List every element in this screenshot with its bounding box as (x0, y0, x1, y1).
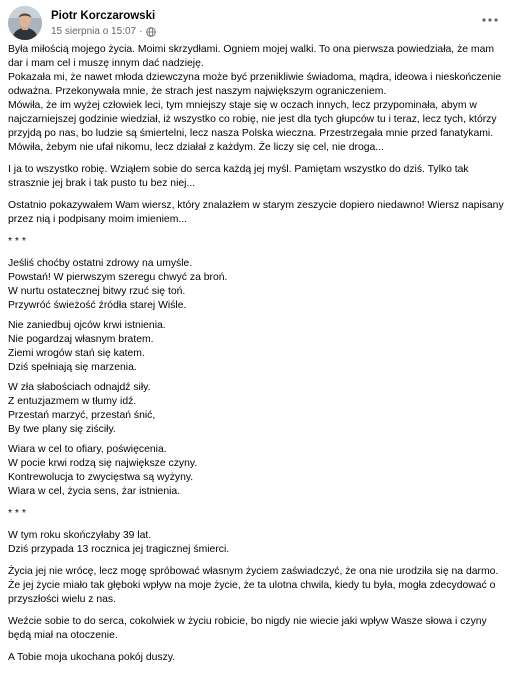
poem-stanza: Jeśliś choćby ostatni zdrowy na umyśle. Powstań! W pierwszym szeregu chwyć za broń. W nurtu ostatecznej bitwy rzuć się toń. Przywróć świeżość źródła starej Wiśle. (8, 258, 228, 311)
avatar[interactable] (8, 6, 42, 40)
post-meta (51, 26, 156, 37)
post-paragraph: A Tobie moja ukochana pokój duszy. (8, 652, 176, 663)
stanza-divider: * * * (8, 508, 26, 519)
post-paragraph: Ostatnio pokazywałem Wam wiersz, który znalazłem w starym zeszycie dopiero niedawno! Wiersz napisany przez nią i podpisany moim imieniem... (8, 200, 504, 225)
post-paragraph: W tym roku skończyłaby 39 lat. Dziś przypada 13 rocznica jej tragicznej śmierci. (8, 530, 230, 555)
poem-stanza: Nie zaniedbuj ojców krwi istnienia. Nie pogardzaj własnym bratem. Ziemi wrogów stań się katem. Dziś spełniają się marzenia. (8, 320, 166, 373)
stanza-divider: * * * (8, 236, 26, 247)
post-content (8, 43, 506, 665)
post-paragraph: Weźcie sobie to do serca, cokolwiek w życiu robicie, bo nigdy nie wiecie jaki wpływ Wasze słowa i czyny będą miał na otoczenie. (8, 616, 487, 641)
more-options-icon (482, 9, 498, 27)
profile-photo (8, 6, 42, 40)
post-timestamp[interactable]: 15 sierpnia o 15:07 (51, 26, 137, 37)
globe-icon (146, 27, 156, 37)
poem-stanza: W zła słabościach odnajdź siły. Z entuzjazmem w tłumy idź. Przestań marzyć, przestań śnić, By twe plany się ziściły. (8, 382, 156, 435)
post-header (8, 6, 503, 40)
meta-separator: · (139, 26, 143, 37)
poem-stanza: Wiara w cel to ofiary, poświęcenia. W pocie krwi rodzą się największe czyny. Kontrewolucja to zwycięstwa są wyżyny. Wiara w cel, życia sens, żar istnienia. (8, 444, 198, 497)
author-name[interactable]: Piotr Korczarowski (51, 10, 156, 22)
post-paragraph: Była miłością mojego życia. Moimi skrzydłami. Ogniem mojej walki. To ona pierwsza powiedziała, że mam dar i mam cel i muszę innym dać nadzieję. Pokazała mi, że nawet młoda dziewczyna może być przenikliwie świadoma, mądra, ideowa i nieskończenie odważna. Przekonywała mnie, że strach jest naszym największym ograniczeniem. Mówiła, że im wyżej człowiek leci, tym mniejszy staje się w oczach innych, lecz przypominała, abym w najczarniejszej godzinie wiedział, iż wszystko co robię, nie jest dla tych głupców tu i teraz, lecz tych, którzy przyjdą po nas, bo ludzie są śmiertelni, lecz nasza Polska wieczna. Przestrzegała mnie przed fanatykami. Mówiła, żebym nie ufał nikomu, lecz działał z każdym. Że liczy się cel, nie droga... (8, 44, 502, 153)
post-paragraph: Życia jej nie wrócę, lecz mogę spróbować własnym życiem zaświadczyć, że ona nie urodziła się na darmo. Że jej życie miało tak głęboki wpływ na moje życie, że ta ulotna chwila, kiedy tu była, mogła zdecydować o przyszłości wielu z nas. (8, 566, 499, 605)
post-paragraph: I ja to wszystko robię. Wziąłem sobie do serca każdą jej myśl. Pamiętam wszystko do dziś. Tylko tak strasznie jej brak i tak pusto tu bez niej... (8, 164, 469, 189)
more-options-button[interactable] (479, 10, 501, 26)
